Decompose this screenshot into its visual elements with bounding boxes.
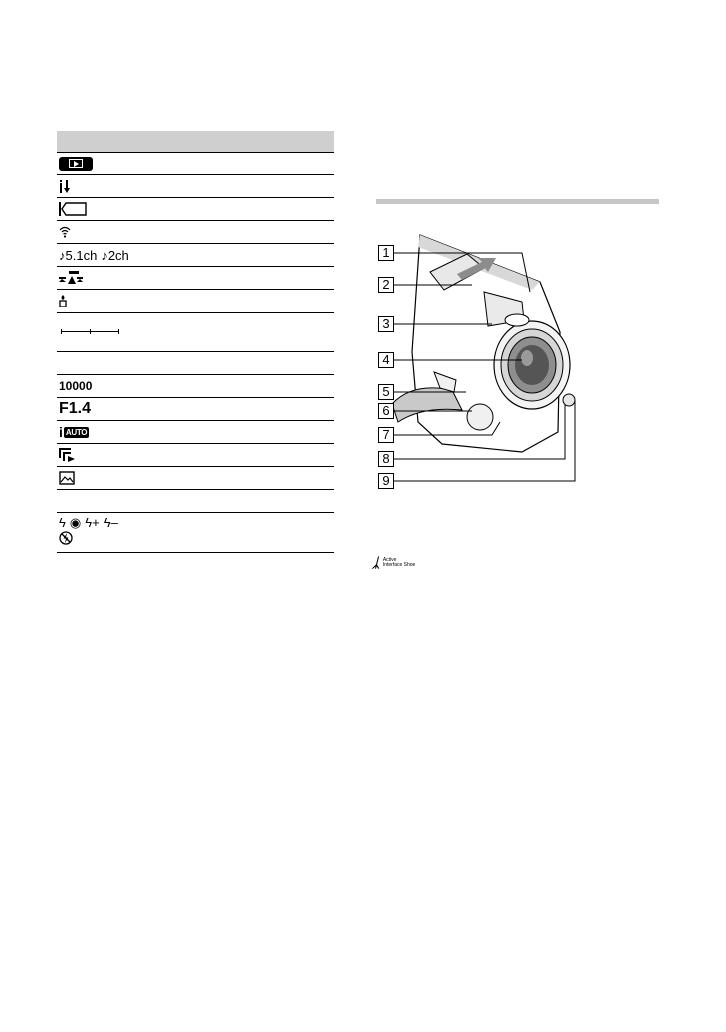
callout-3: 3	[378, 316, 394, 332]
callout-8: 8	[378, 451, 394, 467]
low-lux-icon	[59, 295, 67, 307]
table-row	[57, 352, 334, 375]
camcorder-illustration	[372, 232, 592, 492]
audio-2ch-label: ♪2ch	[101, 247, 129, 263]
table-row	[57, 513, 334, 553]
intelligent-auto-i: i	[59, 424, 63, 440]
callout-7: 7	[378, 427, 394, 443]
table-row	[57, 290, 334, 313]
playback-icon	[59, 157, 93, 171]
callout-5: 5	[378, 384, 394, 400]
intelligent-auto-badge: AUTO	[65, 427, 88, 437]
table-row	[57, 467, 334, 490]
active-interface-shoe-logo	[372, 555, 415, 570]
intelligent-auto-icon	[59, 424, 89, 440]
callout-4: 4	[378, 352, 394, 368]
continuous-shoot-icon	[59, 448, 77, 462]
wireless-mic-icon	[59, 226, 71, 238]
table-row	[57, 221, 334, 244]
callout-9: 9	[378, 473, 394, 489]
indicator-table	[57, 131, 334, 553]
interface-shoe-icon: ᛣ	[372, 555, 380, 570]
audio-5-1ch-label: ♪5.1ch	[59, 247, 98, 263]
table-row	[57, 153, 334, 175]
callout-6: 6	[378, 403, 394, 419]
face-priority-icon	[59, 180, 73, 193]
audio-rec-level-icon	[59, 271, 83, 285]
shutter-speed-icon: 10000	[59, 379, 93, 393]
flash-icon	[59, 516, 118, 550]
picture-effect-icon	[59, 471, 75, 485]
zoom-bar-icon	[59, 328, 121, 336]
audio-mode-icon	[59, 249, 129, 262]
flash-off-icon	[59, 531, 73, 545]
aperture-icon: F1.4	[59, 400, 92, 417]
table-row	[57, 313, 334, 352]
table-header	[57, 131, 334, 153]
flash-auto-icon: ϟ	[59, 515, 66, 530]
table-row	[57, 175, 334, 198]
logo-line-1: Active	[382, 556, 397, 563]
flash-plus-icon: ϟ+	[85, 515, 100, 530]
table-row	[57, 244, 334, 267]
table-row	[57, 267, 334, 290]
table-row	[57, 198, 334, 221]
logo-line-2: Interface Shoe	[382, 561, 416, 568]
flash-minus-icon: ϟ–	[103, 515, 118, 530]
section-divider	[376, 199, 659, 204]
table-row	[57, 375, 334, 398]
table-row	[57, 444, 334, 467]
callout-1: 1	[378, 245, 394, 261]
callout-2: 2	[378, 277, 394, 293]
table-row	[57, 490, 334, 513]
table-row	[57, 421, 334, 444]
table-row	[57, 398, 334, 421]
camera-parts-figure	[372, 232, 592, 492]
red-eye-icon: ◉	[69, 515, 82, 530]
grid-line-icon	[59, 202, 89, 216]
